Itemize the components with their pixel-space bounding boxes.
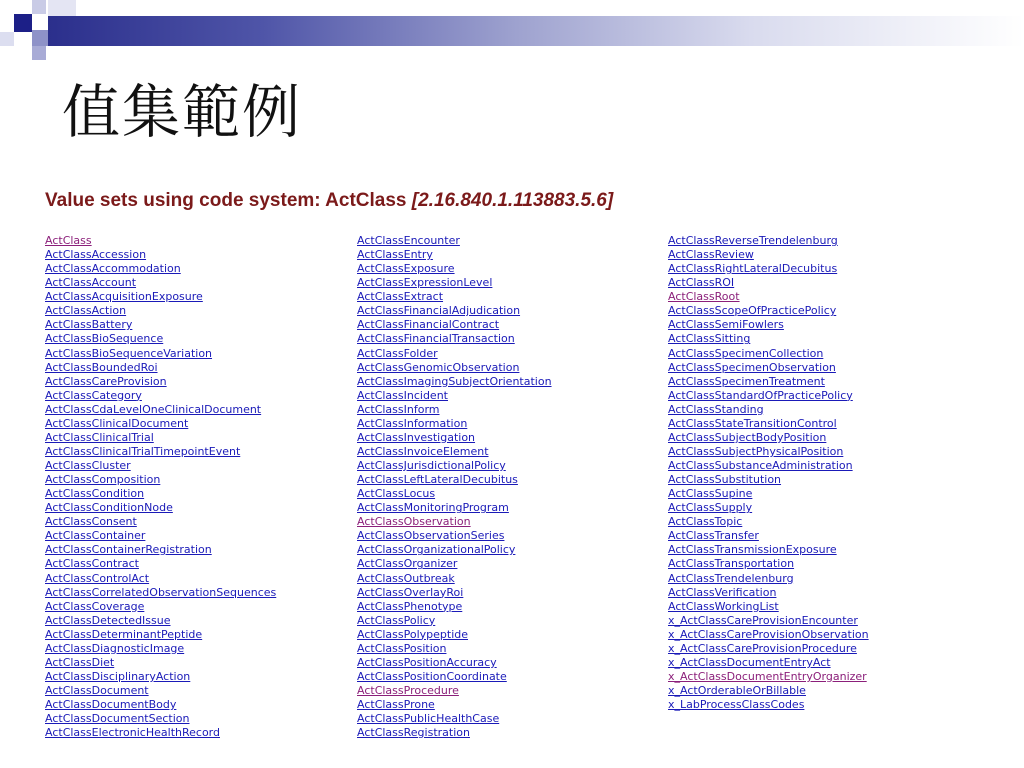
list-item (357, 316, 552, 330)
list-item (357, 429, 552, 443)
value-set-link[interactable]: ActClassDetectedIssue (45, 613, 171, 627)
list-item (357, 584, 552, 598)
value-set-link[interactable]: ActClassControlAct (45, 571, 150, 585)
value-set-link[interactable]: x_ActClassCareProvisionEncounter (668, 613, 858, 627)
value-set-link[interactable]: ActClassIncident (357, 388, 448, 402)
list-item (357, 359, 552, 373)
slide-header-decoration (0, 0, 1024, 62)
list-item (668, 373, 869, 387)
list-item (668, 654, 869, 668)
value-set-link[interactable]: ActClassDiet (45, 655, 115, 669)
value-set-link[interactable]: ActClassRegistration (357, 726, 470, 740)
value-set-link[interactable]: ActClassSubstanceAdministration (668, 459, 853, 472)
value-set-link[interactable]: ActClassTopic (668, 515, 743, 529)
list-item (668, 415, 869, 429)
value-set-link[interactable]: ActClassReview (668, 248, 754, 262)
header-gradient-bar (48, 16, 1024, 46)
list-item (45, 288, 276, 302)
value-set-link[interactable]: ActClassDocumentBody (45, 698, 177, 712)
list-item (45, 274, 276, 288)
list-item (668, 359, 869, 373)
list-item (45, 724, 276, 738)
list-item (45, 260, 276, 274)
value-set-link[interactable]: ActClassFinancialAdjudication (357, 304, 521, 318)
value-set-link[interactable]: ActClassCluster (45, 459, 131, 472)
value-set-link[interactable]: ActClassDeterminantPeptide (45, 627, 203, 641)
list-item (45, 429, 276, 443)
list-item (357, 527, 552, 541)
value-set-link[interactable]: ActClassCareProvision (45, 374, 167, 388)
value-set-link[interactable]: ActClassRightLateralDecubitus (668, 262, 838, 276)
list-item (668, 443, 869, 457)
value-set-link[interactable]: ActClassFinancialTransaction (357, 332, 515, 346)
list-item (357, 654, 552, 668)
list-item (45, 696, 276, 710)
list-item (45, 232, 276, 246)
value-set-link[interactable]: ActClassStateTransitionControl (668, 416, 837, 430)
list-item (357, 260, 552, 274)
value-set-link[interactable]: ActClassFinancialContract (357, 318, 500, 332)
value-set-link[interactable]: ActClassProcedure (357, 684, 459, 697)
list-item (668, 598, 869, 612)
value-set-link[interactable]: x_ActClassDocumentEntryOrganizer (668, 669, 867, 683)
value-set-link[interactable]: ActClassScopeOfPracticePolicy (668, 304, 837, 318)
list-item (45, 246, 276, 260)
list-item (45, 598, 276, 612)
value-set-link[interactable]: ActClassContainerRegistration (45, 543, 212, 557)
list-item (668, 527, 869, 541)
list-item (357, 696, 552, 710)
value-set-link[interactable]: ActClassAccession (45, 248, 147, 262)
list-item (668, 232, 869, 246)
value-set-link[interactable]: ActClassExpressionLevel (357, 276, 493, 290)
list-item (357, 499, 552, 513)
value-set-link[interactable]: x_ActOrderableOrBillable (668, 684, 806, 697)
list-item (668, 330, 869, 344)
list-item (668, 246, 869, 260)
list-item (668, 499, 869, 513)
code-system-oid: [2.16.840.1.113883.5.6] (411, 190, 614, 211)
value-set-link[interactable]: ActClassPositionCoordinate (357, 669, 507, 683)
value-set-link[interactable]: ActClassConsent (45, 515, 137, 529)
list-item (668, 401, 869, 415)
list-item (357, 682, 552, 696)
list-item (668, 555, 869, 569)
value-set-link[interactable]: ActClassObservation (357, 515, 471, 529)
value-set-link[interactable]: ActClassAccommodation (45, 262, 181, 276)
list-item (668, 696, 869, 710)
value-set-link[interactable]: ActClassSubjectPhysicalPosition (668, 444, 844, 458)
list-item (357, 330, 552, 344)
list-item (357, 457, 552, 471)
list-item (45, 626, 276, 640)
list-item (668, 626, 869, 640)
list-item (668, 570, 869, 584)
value-set-link[interactable]: x_ActClassDocumentEntryAct (668, 655, 831, 669)
value-set-link[interactable]: ActClassDiagnosticImage (45, 641, 185, 655)
list-item (45, 471, 276, 485)
value-set-link[interactable]: x_ActClassCareProvisionProcedure (668, 641, 857, 655)
list-item (668, 513, 869, 527)
list-item (357, 373, 552, 387)
list-item (357, 555, 552, 569)
value-set-link[interactable]: ActClassRoot (668, 290, 740, 304)
list-item (45, 654, 276, 668)
list-item (45, 387, 276, 401)
list-item (357, 626, 552, 640)
value-set-link[interactable]: ActClassComposition (45, 473, 161, 487)
list-item (45, 415, 276, 429)
value-set-link[interactable]: ActClassSpecimenCollection (668, 346, 824, 360)
list-item (45, 485, 276, 499)
list-item (357, 302, 552, 316)
value-set-link[interactable]: ActClassSupply (668, 501, 753, 515)
list-item (357, 640, 552, 654)
list-item (668, 429, 869, 443)
list-item (357, 246, 552, 260)
heading-prefix: Value sets using code system: ActClass (45, 190, 412, 211)
list-item (45, 555, 276, 569)
value-set-link[interactable]: ActClassContract (45, 557, 139, 571)
list-item (668, 584, 869, 598)
value-set-link[interactable]: ActClassClinicalTrialTimepointEvent (45, 444, 241, 458)
list-item (357, 232, 552, 246)
value-set-column-1 (45, 232, 276, 738)
list-item (45, 682, 276, 696)
value-set-link[interactable]: ActClassWorkingList (668, 599, 779, 613)
list-item (668, 274, 869, 288)
value-set-link[interactable]: ActClassTrendelenburg (668, 571, 794, 585)
value-set-link[interactable]: ActClassSitting (668, 332, 751, 346)
value-set-link[interactable]: ActClassOrganizationalPolicy (357, 543, 516, 557)
decorative-square (0, 32, 14, 46)
value-set-link[interactable]: ActClassDocumentSection (45, 712, 190, 726)
list-item (45, 443, 276, 457)
value-set-link[interactable]: ActClassSubstitution (668, 473, 782, 487)
list-item (668, 288, 869, 302)
value-set-link[interactable]: ActClassPolicy (357, 613, 436, 627)
value-set-link[interactable]: ActClassTransmissionExposure (668, 543, 837, 557)
value-set-link[interactable]: ActClassInvestigation (357, 430, 476, 444)
list-item (668, 612, 869, 626)
list-item (357, 443, 552, 457)
value-set-link[interactable]: ActClassLocus (357, 487, 436, 501)
value-set-link[interactable]: ActClassCondition (45, 487, 145, 501)
value-set-link[interactable]: ActClassOutbreak (357, 571, 455, 585)
list-item (357, 612, 552, 626)
value-set-link[interactable]: ActClassOrganizer (357, 557, 458, 571)
list-item (668, 682, 869, 696)
list-item (668, 485, 869, 499)
value-set-link[interactable]: ActClassFolder (357, 346, 438, 360)
list-item (357, 668, 552, 682)
list-item (45, 373, 276, 387)
value-set-link[interactable]: ActClassSpecimenObservation (668, 360, 836, 374)
value-set-link[interactable]: ActClassOverlayRoi (357, 585, 464, 599)
decorative-square (48, 0, 76, 16)
value-set-link[interactable]: ActClassCdaLevelOneClinicalDocument (45, 402, 262, 416)
list-item (357, 485, 552, 499)
list-item (45, 584, 276, 598)
decorative-square (32, 0, 46, 14)
value-set-link[interactable]: ActClassPublicHealthCase (357, 712, 500, 726)
list-item (357, 513, 552, 527)
list-item (668, 345, 869, 359)
list-item (357, 471, 552, 485)
list-item (357, 415, 552, 429)
list-item (45, 710, 276, 724)
value-set-link[interactable]: ActClassInvoiceElement (357, 444, 489, 458)
value-set-link[interactable]: ActClassSupine (668, 487, 753, 501)
value-set-link[interactable]: ActClassPosition (357, 641, 447, 655)
list-item (668, 260, 869, 274)
list-item (668, 541, 869, 555)
list-item (45, 612, 276, 626)
list-item (45, 513, 276, 527)
decorative-square (14, 14, 32, 32)
list-item (668, 668, 869, 682)
value-set-link[interactable]: ActClassPhenotype (357, 599, 463, 613)
value-set-link[interactable]: ActClassElectronicHealthRecord (45, 726, 220, 740)
value-set-link[interactable]: ActClassPositionAccuracy (357, 655, 497, 669)
value-set-link[interactable]: ActClassGenomicObservation (357, 360, 520, 374)
list-item (45, 302, 276, 316)
value-set-link[interactable]: ActClassTransportation (668, 557, 795, 571)
value-set-link[interactable]: ActClassContainer (45, 529, 146, 543)
value-set-link[interactable]: ActClassCategory (45, 388, 142, 402)
value-set-link[interactable]: ActClassBioSequence (45, 332, 164, 346)
list-item (357, 724, 552, 738)
value-set-link[interactable]: ActClassBattery (45, 318, 133, 332)
value-set-link[interactable]: ActClassInform (357, 402, 440, 416)
value-set-link[interactable]: ActClassBioSequenceVariation (45, 346, 213, 360)
value-set-link[interactable]: ActClassCorrelatedObservationSequences (45, 585, 277, 599)
value-set-link[interactable]: ActClassAcquisitionExposure (45, 290, 203, 304)
list-item (45, 401, 276, 415)
value-set-link[interactable]: ActClass (45, 234, 92, 247)
value-set-link[interactable]: ActClassLeftLateralDecubitus (357, 473, 518, 487)
value-set-link[interactable]: ActClassInformation (357, 416, 468, 430)
list-item (45, 457, 276, 471)
value-set-link[interactable]: ActClassEntry (357, 248, 433, 262)
value-set-link[interactable]: ActClassAccount (45, 276, 137, 290)
value-set-link[interactable]: ActClassMonitoringProgram (357, 501, 509, 515)
value-set-link[interactable]: ActClassObservationSeries (357, 529, 505, 543)
list-item (357, 710, 552, 724)
slide-title: 值集範例 (62, 78, 303, 146)
list-item (357, 387, 552, 401)
value-set-link[interactable]: ActClassSubjectBodyPosition (668, 430, 827, 444)
value-set-link[interactable]: ActClassClinicalTrial (45, 430, 154, 444)
list-item (668, 302, 869, 316)
list-item (357, 274, 552, 288)
value-set-column-2 (357, 232, 552, 738)
list-item (45, 570, 276, 584)
value-set-link[interactable]: ActClassTransfer (668, 529, 759, 543)
list-item (668, 316, 869, 330)
list-item (357, 598, 552, 612)
value-set-column-3 (668, 232, 869, 710)
value-set-link[interactable]: ActClassDocument (45, 684, 149, 697)
list-item (668, 640, 869, 654)
value-set-link[interactable]: ActClassVerification (668, 585, 777, 599)
value-set-link[interactable]: ActClassExposure (357, 262, 455, 276)
list-item (45, 359, 276, 373)
decorative-square (32, 30, 48, 46)
value-set-link[interactable]: ActClassStandardOfPracticePolicy (668, 388, 853, 402)
list-item (357, 401, 552, 415)
value-set-link[interactable]: ActClassBoundedRoi (45, 360, 158, 374)
list-item (45, 345, 276, 359)
value-set-link[interactable]: ActClassClinicalDocument (45, 416, 189, 430)
value-set-link[interactable]: ActClassSpecimenTreatment (668, 374, 825, 388)
list-item (668, 471, 869, 485)
list-item (45, 640, 276, 654)
value-set-link[interactable]: ActClassImagingSubjectOrientation (357, 374, 552, 388)
value-set-link[interactable]: ActClassProne (357, 698, 435, 712)
list-item (45, 541, 276, 555)
value-set-link[interactable]: ActClassStanding (668, 402, 764, 416)
value-set-link[interactable]: ActClassJurisdictionalPolicy (357, 459, 506, 472)
list-item (668, 457, 869, 471)
list-item (45, 330, 276, 344)
value-set-link[interactable]: ActClassConditionNode (45, 501, 173, 515)
list-item (357, 541, 552, 555)
list-item (357, 288, 552, 302)
decorative-square (32, 46, 46, 60)
value-set-link[interactable]: ActClassCoverage (45, 599, 145, 613)
list-item (357, 345, 552, 359)
list-item (357, 570, 552, 584)
list-item (45, 527, 276, 541)
value-set-link[interactable]: ActClassPolypeptide (357, 627, 469, 641)
value-sets-heading (45, 188, 613, 214)
value-set-link[interactable]: ActClassSemiFowlers (668, 318, 784, 332)
value-set-link[interactable]: ActClassReverseTrendelenburg (668, 234, 838, 247)
value-set-link[interactable]: ActClassExtract (357, 290, 444, 304)
value-set-link[interactable]: x_ActClassCareProvisionObservation (668, 627, 869, 641)
list-item (45, 499, 276, 513)
list-item (45, 316, 276, 330)
list-item (45, 668, 276, 682)
value-set-link[interactable]: x_LabProcessClassCodes (668, 698, 805, 712)
value-set-link[interactable]: ActClassROI (668, 276, 735, 290)
value-set-link[interactable]: ActClassAction (45, 304, 127, 318)
value-set-link[interactable]: ActClassEncounter (357, 234, 460, 247)
list-item (668, 387, 869, 401)
value-set-link[interactable]: ActClassDisciplinaryAction (45, 669, 191, 683)
